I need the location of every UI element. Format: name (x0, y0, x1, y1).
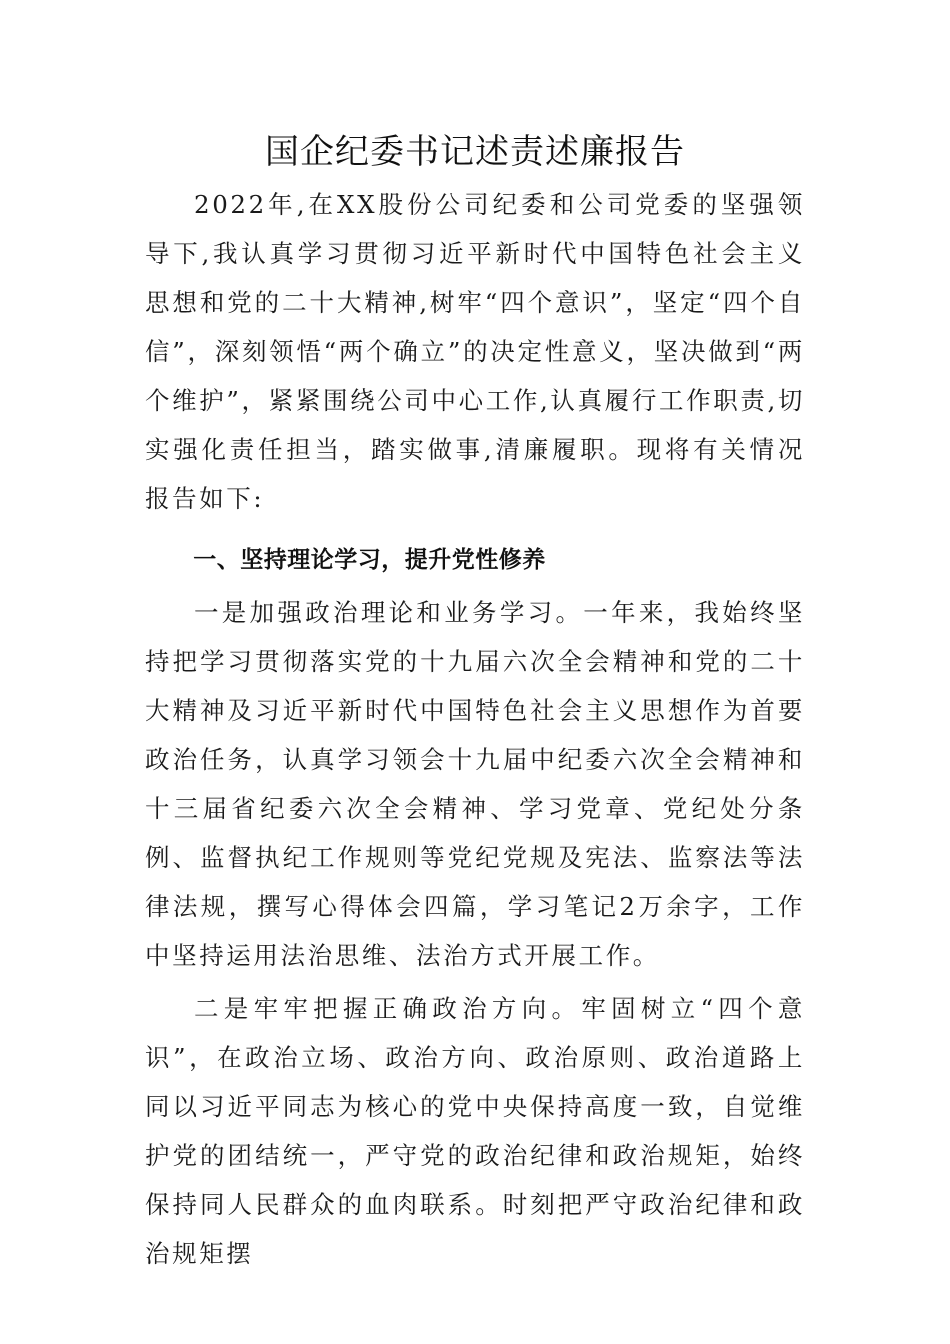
intro-paragraph: 2022年,在XX股份公司纪委和公司党委的坚强领导下,我认真学习贯彻习近平新时代中国特色社会主义思想和党的二十大精神,树牢“四个意识”，坚定“四个自信”，深刻领悟“两个确立”的决定性意义，坚决做到“两个维护”，紧紧围绕公司中心工作,认真履行工作职责,切实强化责任担当，踏实做事,清廉履职。现将有关情况报告如下: (145, 190, 805, 513)
section-paragraph-2: 二是牢牢把握正确政治方向。牢固树立“四个意识”，在政治立场、政治方向、政治原则、政治道路上同以习近平同志为核心的党中央保持高度一致，自觉维护党的团结统一，严守党的政治纪律和政治规矩，始终保持同人民群众的血肉联系。时刻把严守政治纪律和政治规矩摆 (145, 994, 805, 1268)
section-paragraph-1: 一是加强政治理论和业务学习。一年来，我始终坚持把学习贯彻落实党的十九届六次全会精神和党的二十大精神及习近平新时代中国特色社会主义思想作为首要政治任务，认真学习领会十九届中纪委六次全会精神和十三届省纪委六次全会精神、学习党章、党纪处分条例、监督执纪工作规则等党纪党规及宪法、监察法等法律法规，撰写心得体会四篇，学习笔记2万余字，工作中坚持运用法治思维、法治方式开展工作。 (145, 598, 805, 970)
document-body (145, 180, 805, 1278)
section-heading: 一、坚持理论学习，提升党性修养 (193, 547, 546, 573)
document-title: 国企纪委书记述责述廉报告 (265, 132, 685, 172)
paragraph-gap (145, 523, 805, 527)
